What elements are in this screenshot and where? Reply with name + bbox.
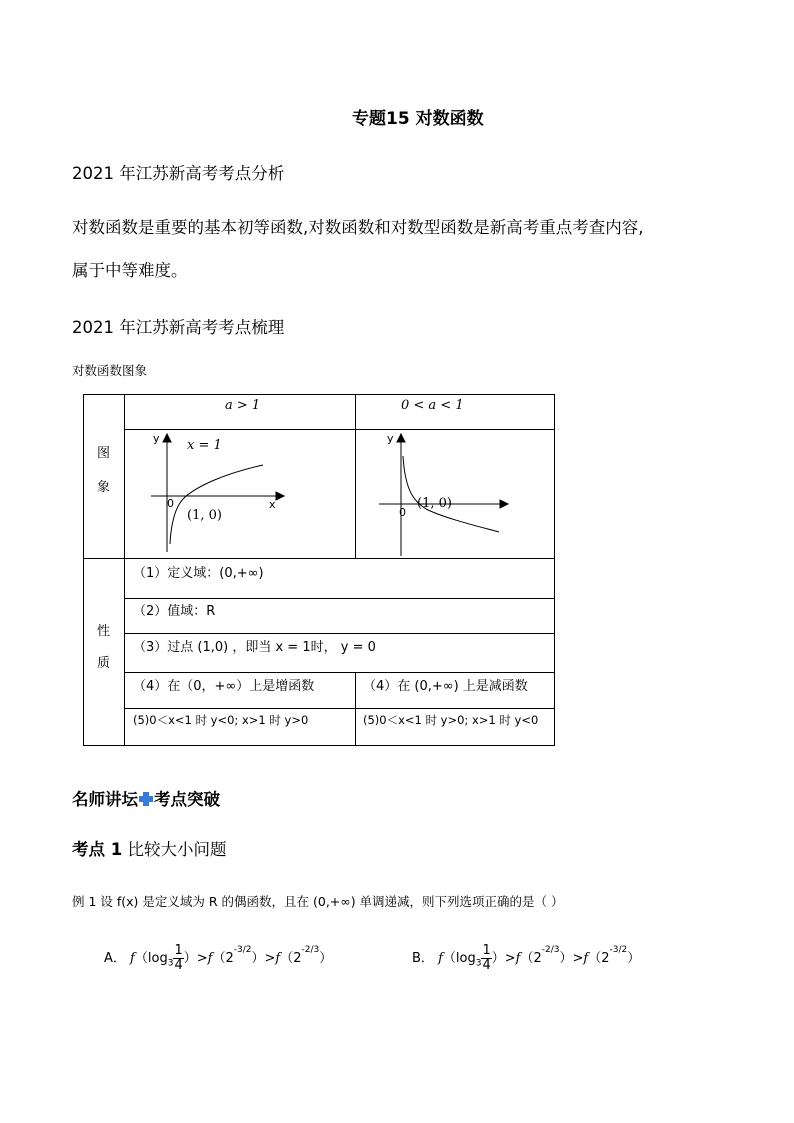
graph1-x-equals-1: x = 1 [187, 438, 222, 453]
section-heading-review: 2021 年江苏新高考考点梳理 [72, 318, 285, 337]
log-function-table [83, 394, 555, 746]
col-header-a-gt-1: a > 1 [225, 398, 261, 413]
col-header-a-lt-1: 0 < a < 1 [401, 398, 464, 413]
graph2-y-label: y [387, 432, 394, 445]
exam-point-heading [72, 836, 226, 860]
row-label-graph-2: 象 [97, 480, 111, 495]
option-a: A． $f(\log_3$ $\frac{1}{4}$ ）$>f(2^{-3/2})>f(2^{-2/3})$ [104, 943, 333, 973]
graph1-y-label: y [153, 432, 160, 445]
graph2-point-label: (1, 0) [417, 496, 452, 511]
teacher-heading [72, 786, 220, 810]
page-title: 专题15 对数函数 [352, 109, 484, 129]
section-heading-analysis: 2021 年江苏新高考考点分析 [72, 164, 285, 183]
property-decreasing: （4）在 (0,+∞) 上是减函数 [363, 679, 528, 694]
example-question: 例 1 设 f(x) 是定义域为 R 的偶函数，且在 (0,+∞) 单调递减，则下列选项正确的是（ ） [72, 894, 564, 909]
analysis-paragraph-line2: 属于中等难度。 [72, 261, 188, 280]
row-label-props-2: 质 [97, 656, 111, 671]
graph1-origin: 0 [167, 497, 174, 510]
teacher-heading-left: 名师讲坛 [72, 790, 138, 809]
analysis-paragraph-line1: 对数函数是重要的基本初等函数,对数函数和对数型函数是新高考重点考查内容, [72, 218, 644, 237]
property-range: （2）值域：R [133, 604, 216, 619]
exam-point-title: 比较大小问题 [122, 840, 227, 859]
property-increasing: （4）在（0，+∞）上是增函数 [133, 679, 315, 694]
property-fixed-point: （3）过点 (1,0) ，即当 x = 1时， y = 0 [133, 640, 376, 655]
row-label-props-1: 性 [97, 624, 111, 639]
option-b: B． $f(\log_3$ $\frac{1}{4}$ ）$>f(2^{-2/3})>f(2^{-3/2})$ [412, 943, 641, 973]
row-label-graph-1: 图 [97, 446, 111, 461]
property-domain: （1）定义域：(0,+∞) [133, 566, 264, 581]
option-b-label: B． [412, 951, 434, 966]
graph-a-less-1 [379, 434, 508, 556]
teacher-heading-right: 考点突破 [154, 790, 220, 809]
blue-cross-icon [139, 792, 153, 806]
option-a-label: A． [104, 951, 126, 966]
property-sign-right: (5)0＜x<1 时 y>0; x>1 时 y<0 [363, 713, 539, 727]
property-sign-left: (5)0＜x<1 时 y<0; x>1 时 y>0 [133, 713, 309, 727]
exam-point-label: 考点 1 [72, 840, 123, 859]
graph1-x-label: x [269, 498, 276, 511]
graph1-point-label: (1, 0) [187, 508, 222, 523]
table-caption: 对数函数图象 [72, 363, 148, 378]
graph2-origin: 0 [399, 506, 406, 519]
